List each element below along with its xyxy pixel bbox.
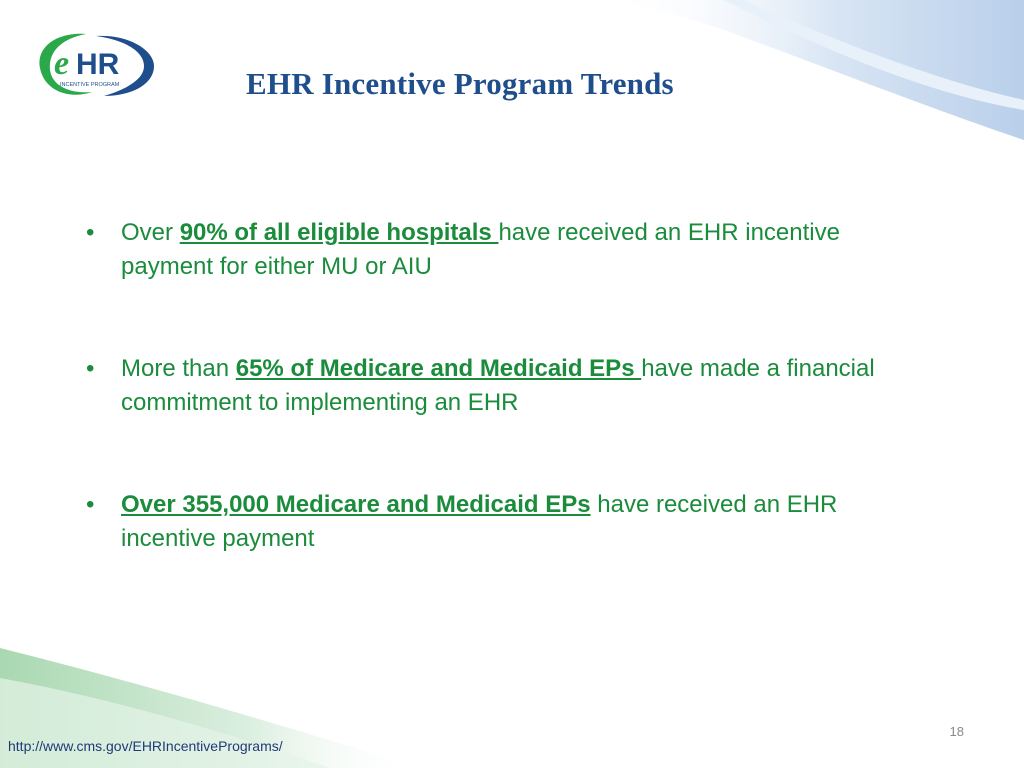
bullet-item xyxy=(86,216,916,284)
bullet-dot-icon: • xyxy=(86,355,95,382)
bullet-emphasis: 90% of all eligible hospitals xyxy=(179,219,499,246)
source-url-link[interactable]: http://www.cms.gov/EHRIncentivePrograms/ xyxy=(8,738,283,754)
bullet-item xyxy=(86,352,916,420)
svg-text:HR: HR xyxy=(76,48,120,81)
slide-title: EHR Incentive Program Trends xyxy=(246,66,674,101)
bullet-text-lead: Over xyxy=(121,219,180,246)
bullet-text-rest: have made a financial commitment to implementing an EHR xyxy=(121,355,875,416)
bullet-text-lead: More than xyxy=(121,355,236,382)
bullet-item xyxy=(86,488,916,556)
bullet-text-rest: have received an EHR incentive payment xyxy=(121,491,838,552)
bullet-text-rest: have received an EHR incentive payment for either MU or AIU xyxy=(121,219,840,280)
bullet-dot-icon: • xyxy=(86,491,95,518)
bullet-list xyxy=(86,216,916,624)
bullet-emphasis: 65% of Medicare and Medicaid EPs xyxy=(235,355,642,382)
bullet-emphasis: Over 355,000 Medicare and Medicaid EPs xyxy=(121,491,591,518)
svg-text:e: e xyxy=(54,45,70,82)
svg-text:INCENTIVE PROGRAM: INCENTIVE PROGRAM xyxy=(60,82,120,88)
ehr-incentive-program-logo xyxy=(30,28,160,100)
bullet-dot-icon: • xyxy=(86,219,95,246)
page-number: 18 xyxy=(949,724,964,739)
